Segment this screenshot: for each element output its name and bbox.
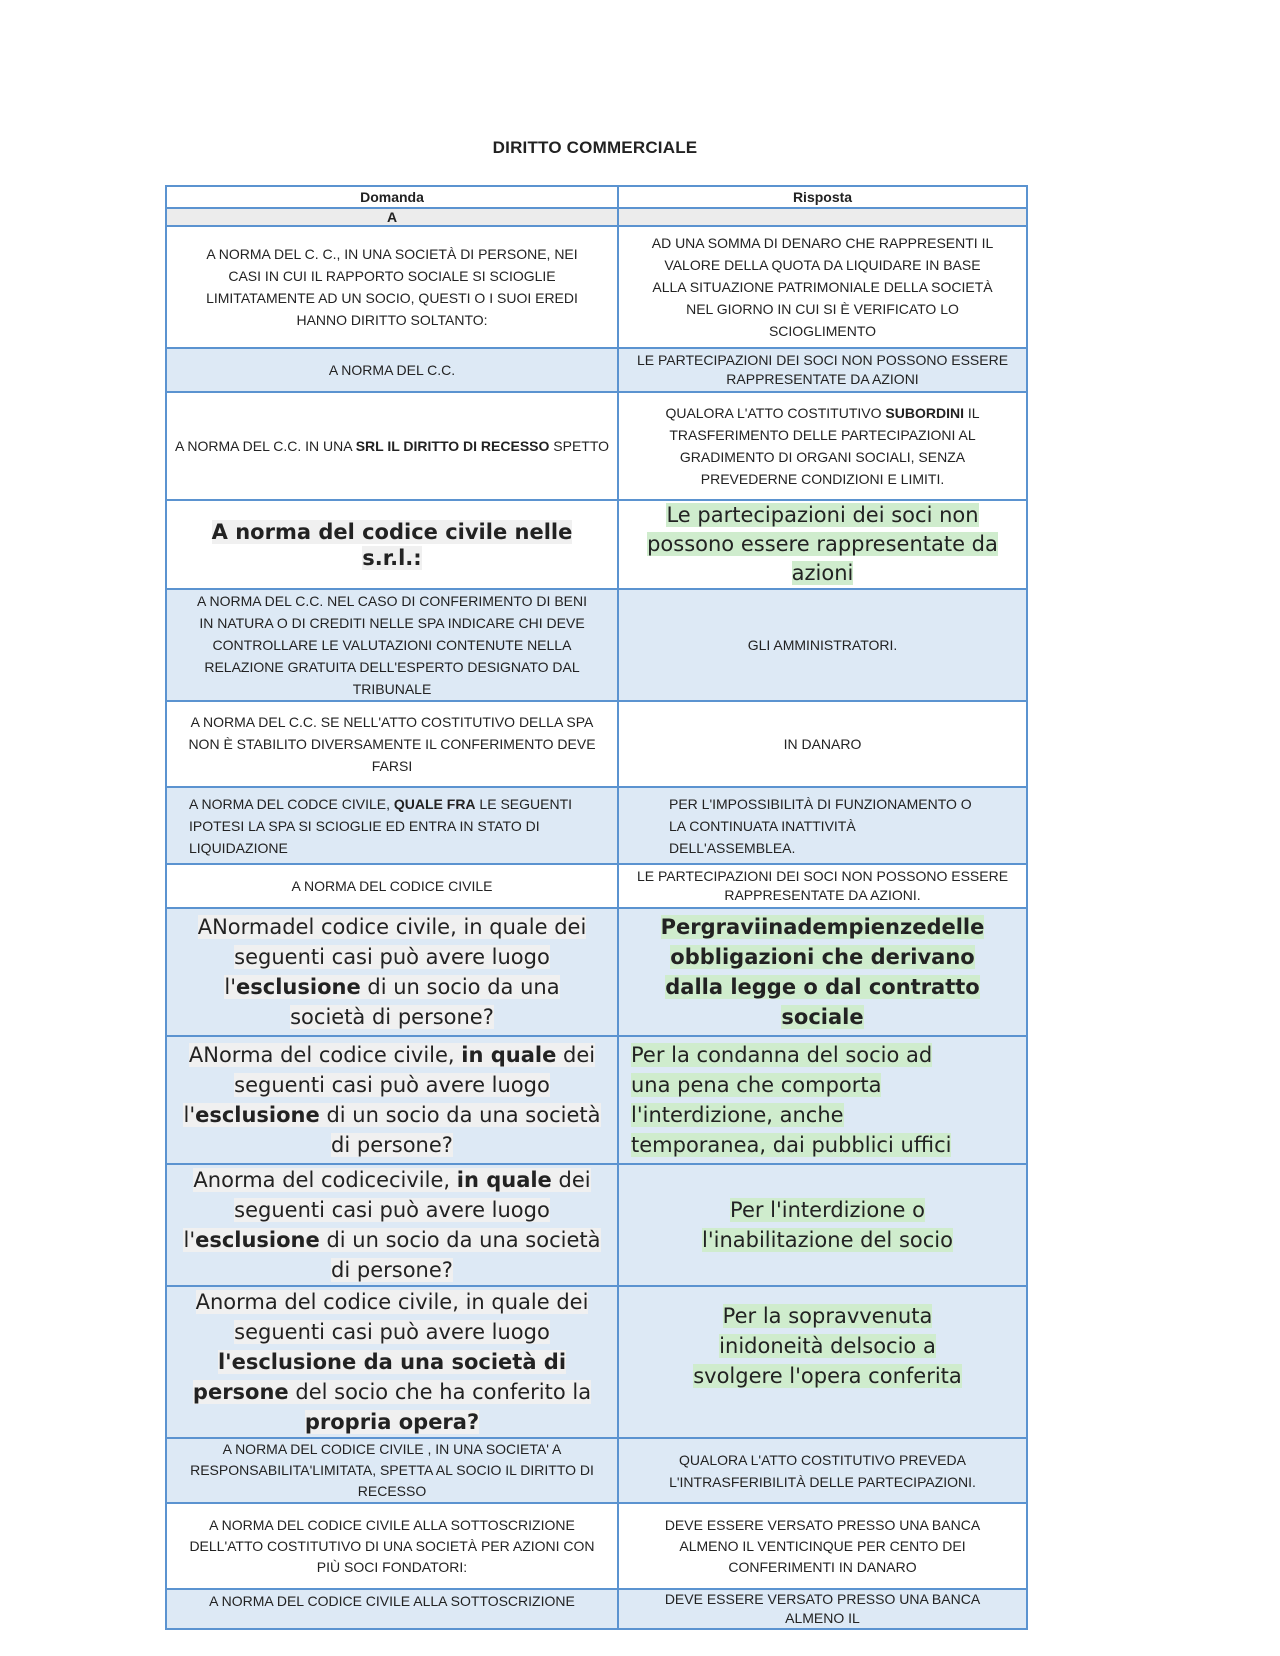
question-cell: A NORMA DEL CODICE CIVILE , IN UNA SOCIETA' A RESPONSABILITA'LIMITATA, SPETTA AL SOCIO IL DIRITTO DI RECESSO	[166, 1438, 618, 1503]
table-row	[166, 589, 1027, 701]
answer-cell	[618, 1036, 1027, 1164]
question-text: A NORMA DEL C.C. IN UNA	[174, 438, 356, 454]
header-row	[166, 186, 1027, 208]
question-cell	[166, 1036, 618, 1164]
question-cell	[166, 787, 618, 864]
table-row	[166, 1036, 1027, 1164]
question-text: Anorma del codice civile, in quale dei seguenti casi può avere luogo	[195, 1290, 589, 1344]
section-empty	[618, 208, 1027, 226]
table-row	[166, 392, 1027, 500]
question-cell	[166, 908, 618, 1036]
question-cell: A NORMA DEL CODICE CIVILE	[166, 864, 618, 908]
answer-cell	[618, 908, 1027, 1036]
answer-cell: GLI AMMINISTRATORI.	[618, 589, 1027, 701]
table-row	[166, 1164, 1027, 1286]
table-row	[166, 1438, 1027, 1503]
question-text: di un socio da una società di persone?	[319, 1103, 601, 1157]
table-row	[166, 1503, 1027, 1589]
answer-cell: IN DANARO	[618, 701, 1027, 787]
answer-text: Per la condanna del socio ad una pena che comporta l'interdizione, anche temporanea, dai pubblici uffici	[631, 1043, 952, 1157]
section-row	[166, 208, 1027, 226]
question-bold: esclusione	[195, 1228, 320, 1252]
question-text: dei seguenti casi può avere luogo l'	[183, 1043, 596, 1127]
answer-cell	[618, 1286, 1027, 1438]
answer-cell: DEVE ESSERE VERSATO PRESSO UNA BANCA ALMENO IL	[618, 1589, 1027, 1629]
question-text: LE SEGUENTI IPOTESI LA SPA SI SCIOGLIE ED ENTRA IN STATO DI LIQUIDAZIONE	[189, 795, 573, 856]
answer-text: Le partecipazioni dei soci non possono essere rappresentate da azioni	[647, 503, 998, 585]
question-bold: l'esclusione da una società di persone	[192, 1350, 567, 1404]
table-row	[166, 348, 1027, 392]
question-cell	[166, 1286, 618, 1438]
table-row	[166, 701, 1027, 787]
question-text: ANormadel codice civile, in quale dei seguenti casi può avere luogo l'	[197, 915, 587, 999]
answer-cell	[618, 500, 1027, 589]
question-cell: A NORMA DEL CODICE CIVILE ALLA SOTTOSCRIZIONE	[166, 1589, 618, 1629]
qa-table	[165, 185, 1028, 1630]
header-answer: Risposta	[618, 186, 1027, 208]
question-text: di un socio da una società di persone?	[290, 975, 560, 1029]
question-text: SPETTO	[549, 438, 610, 454]
section-letter: A	[166, 208, 618, 226]
question-bold: in quale	[456, 1168, 552, 1192]
table-row	[166, 908, 1027, 1036]
answer-cell	[618, 1164, 1027, 1286]
table-row	[166, 226, 1027, 348]
question-text: di un socio da una società di persone?	[319, 1228, 601, 1282]
question-cell	[166, 392, 618, 500]
table-row	[166, 787, 1027, 864]
document-title: DIRITTO COMMERCIALE	[492, 138, 698, 157]
question-cell	[166, 500, 618, 589]
answer-cell: AD UNA SOMMA DI DENARO CHE RAPPRESENTI IL VALORE DELLA QUOTA DA LIQUIDARE IN BASE ALLA SITUAZIONE PATRIMONIALE DELLA SOCIETÀ NEL GIORNO IN CUI SI È VERIFICATO LO SCIOGLIMENTO	[618, 226, 1027, 348]
answer-cell: DEVE ESSERE VERSATO PRESSO UNA BANCA ALMENO IL VENTICINQUE PER CENTO DEI CONFERIMENTI IN DANARO	[618, 1503, 1027, 1589]
table-row	[166, 500, 1027, 589]
header-question: Domanda	[166, 186, 618, 208]
answer-cell: LE PARTECIPAZIONI DEI SOCI NON POSSONO ESSERE RAPPRESENTATE DA AZIONI	[618, 348, 1027, 392]
question-bold: SRL IL DIRITTO DI RECESSO	[355, 438, 550, 454]
question-cell: A NORMA DEL C.C.	[166, 348, 618, 392]
answer-text: Per la sopravvenuta inidoneità delsocio a svolgere l'opera conferita	[693, 1304, 962, 1388]
question-bold: QUALE FRA	[393, 795, 476, 812]
question-bold: esclusione	[195, 1103, 320, 1127]
question-cell	[166, 1164, 618, 1286]
answer-text: Per l'interdizione o l'inabilitazione del socio	[702, 1198, 953, 1252]
question-bold: esclusione	[236, 975, 361, 999]
question-text: dei seguenti casi può avere luogo l'	[183, 1168, 591, 1252]
question-cell: A NORMA DEL C. C., IN UNA SOCIETÀ DI PERSONE, NEI CASI IN CUI IL RAPPORTO SOCIALE SI SCIOGLIE LIMITATAMENTE AD UN SOCIO, QUESTI O I SUOI EREDI HANNO DIRITTO SOLTANTO:	[166, 226, 618, 348]
question-cell: A NORMA DEL C.C. NEL CASO DI CONFERIMENTO DI BENI IN NATURA O DI CREDITI NELLE SPA INDICARE CHI DEVE CONTROLLARE LE VALUTAZIONI CONTENUTE NELLA RELAZIONE GRATUITA DELL'ESPERTO DESIGNATO DAL TRIBUNALE	[166, 589, 618, 701]
question-text: A norma del codice civile nelle s.r.l.:	[211, 519, 573, 570]
answer-cell	[618, 392, 1027, 500]
table-row	[166, 1589, 1027, 1629]
question-cell: A NORMA DEL C.C. SE NELL'ATTO COSTITUTIVO DELLA SPA NON È STABILITO DIVERSAMENTE IL CONFERIMENTO DEVE FARSI	[166, 701, 618, 787]
answer-text: Pergraviinadempienzedelle obbligazioni che derivano dalla legge o dal contratto sociale	[660, 915, 985, 1029]
question-bold: in quale	[461, 1043, 557, 1067]
answer-text: IL TRASFERIMENTO DELLE PARTECIPAZIONI AL GRADIMENTO DI ORGANI SOCIALI, SENZA PREVEDERNE CONDIZIONI E LIMITI.	[669, 405, 980, 487]
answer-cell: QUALORA L'ATTO COSTITUTIVO PREVEDA L'INTRASFERIBILITÀ DELLE PARTECIPAZIONI.	[618, 1438, 1027, 1503]
table-row	[166, 1286, 1027, 1438]
answer-text: QUALORA L'ATTO COSTITUTIVO	[665, 405, 886, 421]
question-text: ANorma del codice civile,	[188, 1043, 462, 1067]
question-text: Anorma del codicecivile,	[193, 1168, 457, 1192]
question-text: A NORMA DEL CODCE CIVILE,	[189, 795, 394, 812]
question-bold: propria opera?	[304, 1410, 480, 1434]
question-text: del socio che ha conferito la	[288, 1380, 592, 1404]
answer-cell: PER L'IMPOSSIBILITÀ DI FUNZIONAMENTO O LA CONTINUATA INATTIVITÀ DELL'ASSEMBLEA.	[618, 787, 1027, 864]
answer-cell: LE PARTECIPAZIONI DEI SOCI NON POSSONO ESSERE RAPPRESENTATE DA AZIONI.	[618, 864, 1027, 908]
table-row	[166, 864, 1027, 908]
answer-bold: SUBORDINI	[885, 405, 964, 421]
question-cell: A NORMA DEL CODICE CIVILE ALLA SOTTOSCRIZIONE DELL'ATTO COSTITUTIVO DI UNA SOCIETÀ PER AZIONI CON PIÙ SOCI FONDATORI:	[166, 1503, 618, 1589]
